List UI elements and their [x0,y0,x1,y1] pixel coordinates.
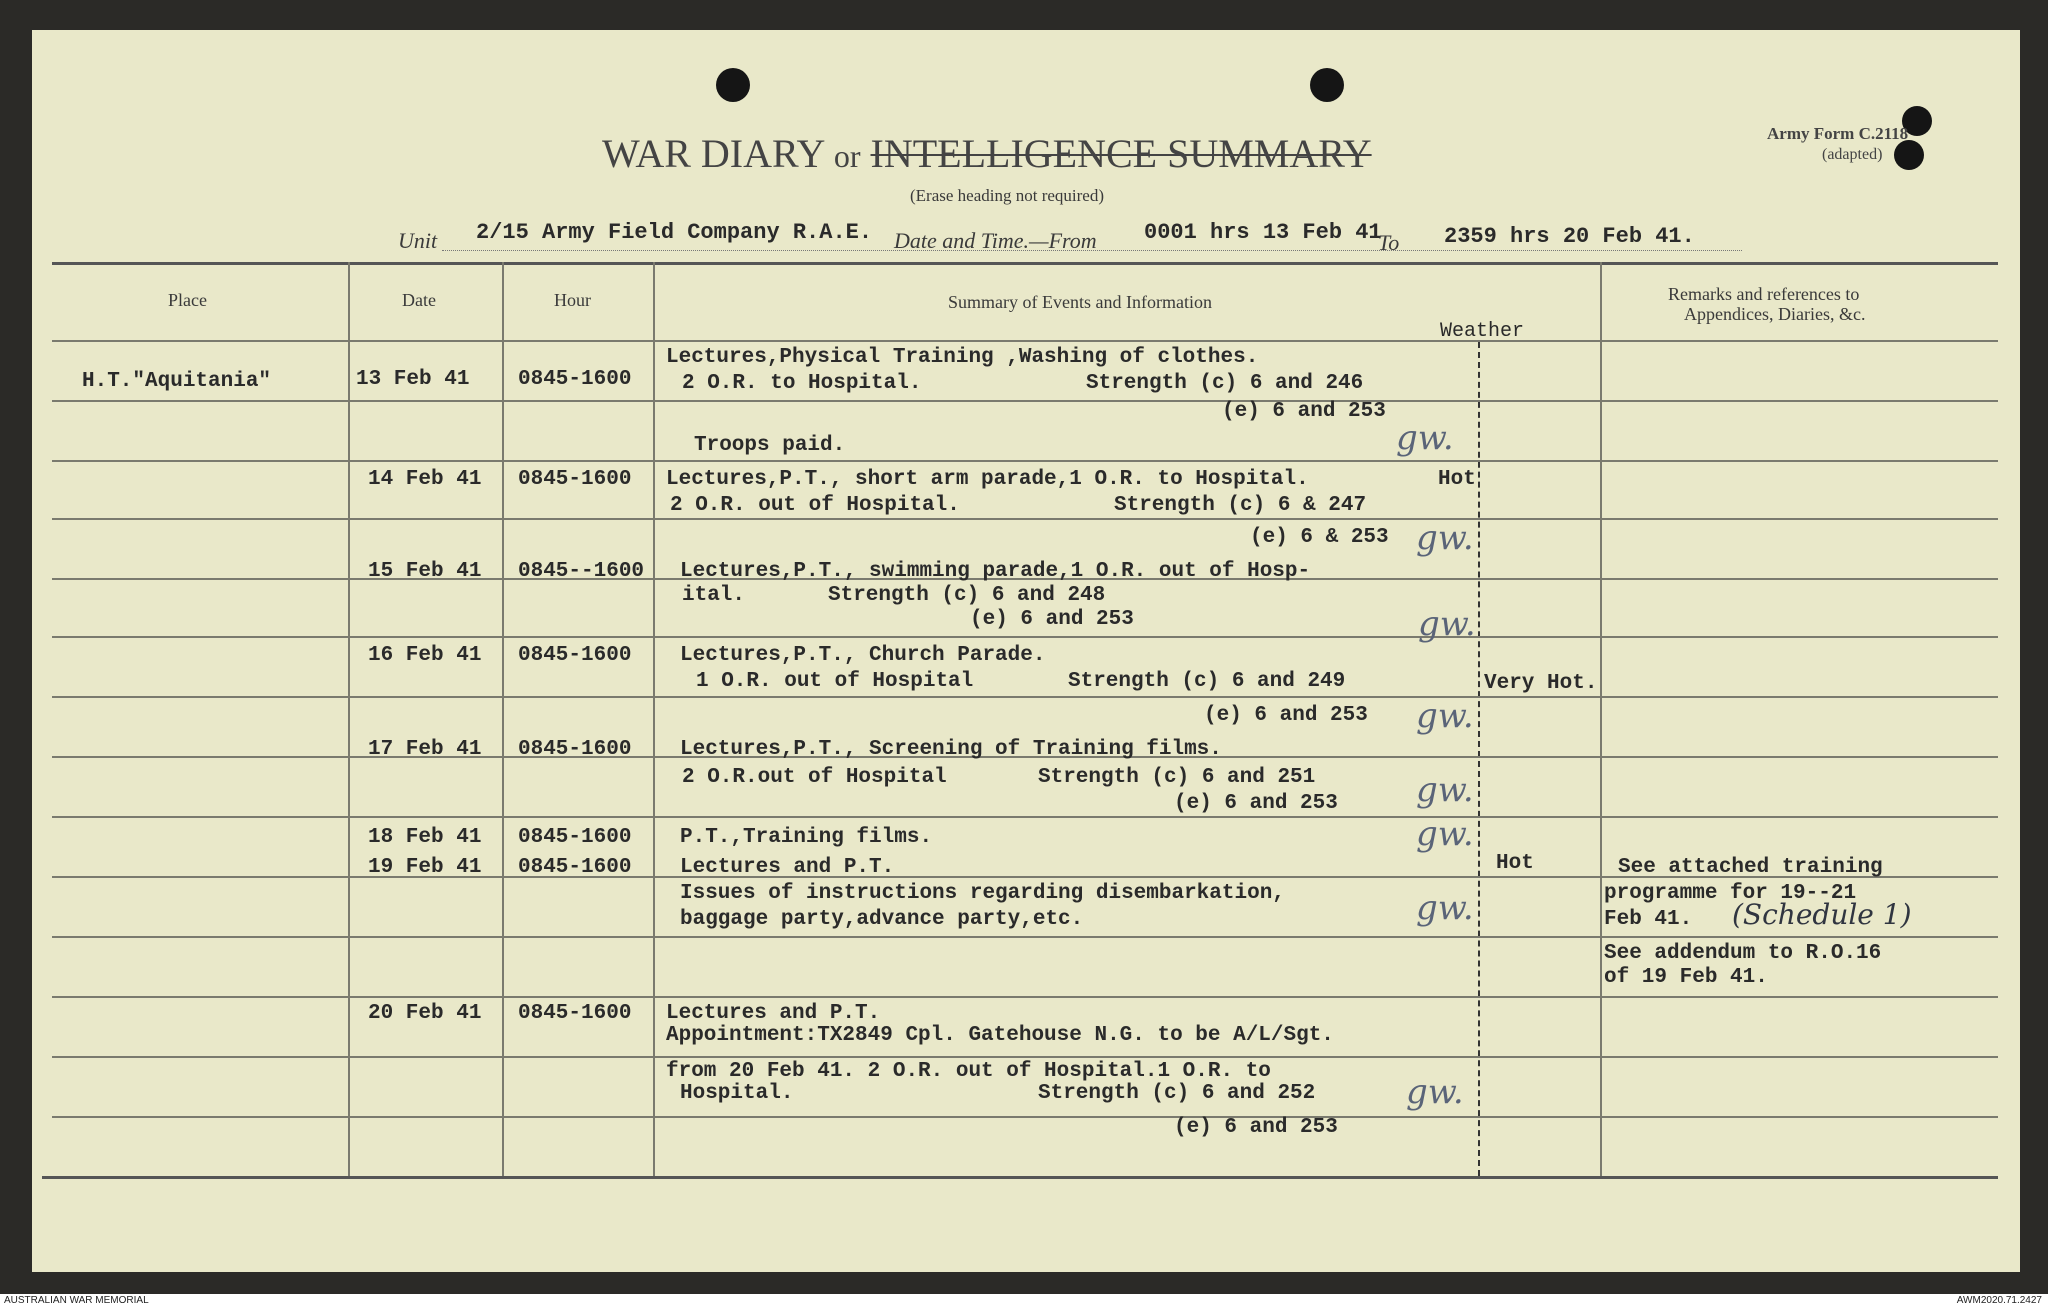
remark-handwritten-schedule: (Schedule 1) [1732,898,1912,931]
ruled-row-line [52,400,1998,402]
ruled-row-line [52,636,1998,638]
handwritten-initials: gw. [1418,604,1476,644]
summary-line: 2 O.R. out of Hospital. [670,494,960,517]
remark-line: Feb 41. [1604,908,1693,931]
punch-hole-left [716,68,750,102]
summary-line: (e) 6 and 253 [1174,792,1338,815]
summary-line: ital. [682,584,746,607]
entry-date: 18 Feb 41 [368,826,482,849]
title-intelligence-summary-struck: INTELLIGENCE SUMMARY [870,131,1372,176]
weather-hot-14: Hot [1438,468,1476,491]
ruled-row-line [52,1116,1998,1118]
remark-line: programme for 19--21 [1604,882,1857,905]
handwritten-initials: gw. [1416,696,1474,736]
erase-note: (Erase heading not required) [910,186,1104,205]
summary-line: Lectures and P.T. [666,1002,881,1025]
ruled-row-line [52,816,1998,818]
header-date: Date [402,290,436,310]
title-or: or [833,138,861,174]
header-remarks-line2: Appendices, Diaries, &c. [1684,304,1866,324]
summary-line: (e) 6 and 253 [970,608,1134,631]
archive-footer [0,1294,2048,1309]
summary-line: baggage party,advance party,etc. [680,908,1084,931]
diary-sheet [32,30,2020,1272]
adapted-label: (adapted) [1822,146,1883,163]
ruled-row-line [52,460,1998,462]
entry-hour: 0845-1600 [518,368,632,391]
to-label: To [1378,230,1400,255]
summary-line: (e) 6 and 253 [1204,704,1368,727]
entry-hour: 0845-1600 [518,1002,632,1025]
entry-hour: 0845-1600 [518,738,632,761]
entry-hour: 0845-1600 [518,826,632,849]
summary-line: Troops paid. [694,434,846,457]
place-value: H.T."Aquitania" [82,370,272,393]
summary-line: Hospital. [680,1082,794,1105]
unit-label: Unit [398,228,438,253]
table-bottom-border [42,1176,1998,1179]
weather-very-hot: Very Hot. [1484,672,1598,695]
summary-line: (e) 6 and 253 [1222,400,1386,423]
summary-line: Lectures,P.T., swimming parade,1 O.R. out of Hosp- [680,560,1311,583]
handwritten-initials: gw. [1416,814,1474,854]
summary-line: Strength (c) 6 & 247 [1114,494,1367,517]
punch-hole-right [1310,68,1344,102]
entry-date: 17 Feb 41 [368,738,482,761]
handwritten-initials: gw. [1406,1072,1464,1112]
punch-hole-corner-bottom [1894,140,1924,170]
summary-line: 2 O.R. to Hospital. [682,372,922,395]
summary-line: Lectures,P.T., short arm parade,1 O.R. to Hospital. [666,468,1309,491]
summary-line: 2 O.R.out of Hospital [682,766,947,789]
summary-line: Strength (c) 6 and 249 [1068,670,1346,693]
footer-right: AWM2020.71.2427 [1956,1295,2042,1306]
ruled-row-line [52,696,1998,698]
weather-hot-19: Hot [1496,852,1534,875]
header-remarks-line1: Remarks and references to [1668,284,1860,304]
entry-date: 13 Feb 41 [356,368,470,391]
ruled-row-line [52,996,1998,998]
handwritten-initials: gw. [1396,418,1454,458]
header-bottom-border [52,340,1998,342]
summary-line: Lectures,P.T., Screening of Training films. [680,738,1222,761]
date-time-from-label: Date and Time.—From [894,228,1097,253]
heading-war-diary [602,130,1372,177]
summary-line: Lectures,P.T., Church Parade. [680,644,1046,667]
summary-line: 1 O.R. out of Hospital [696,670,974,693]
remark-line: See addendum to R.O.16 [1604,942,1882,965]
summary-line: from 20 Feb 41. 2 O.R. out of Hospital.1 O.R. to [666,1060,1271,1083]
handwritten-initials: gw. [1416,518,1474,558]
weather-dashed-divider [1478,342,1480,1176]
summary-line: Issues of instructions regarding disembarkation, [680,882,1285,905]
ruled-row-line [52,1056,1998,1058]
summary-line: (e) 6 and 253 [1174,1116,1338,1139]
entry-date: 16 Feb 41 [368,644,482,667]
entry-date: 20 Feb 41 [368,1002,482,1025]
entry-hour: 0845-1600 [518,856,632,879]
entry-date: 19 Feb 41 [368,856,482,879]
summary-line: Appointment:TX2849 Cpl. Gatehouse N.G. to be A/L/Sgt. [666,1024,1334,1047]
to-value: 2359 hrs 20 Feb 41. [1444,224,1695,249]
header-weather: Weather [1440,320,1525,343]
remark-line: of 19 Feb 41. [1604,966,1768,989]
entry-date: 15 Feb 41 [368,560,482,583]
from-value: 0001 hrs 13 Feb 41 [1144,220,1382,245]
unit-value: 2/15 Army Field Company R.A.E. [476,220,873,245]
summary-line: Strength (c) 6 and 246 [1086,372,1364,395]
handwritten-initials: gw. [1416,888,1474,928]
footer-left: AUSTRALIAN WAR MEMORIAL [4,1295,149,1306]
summary-line: Lectures and P.T. [680,856,895,879]
ruled-row-line [52,936,1998,938]
handwritten-initials: gw. [1416,770,1474,810]
entry-hour: 0845--1600 [518,560,645,583]
ruled-row-line [52,518,1998,520]
entry-hour: 0845-1600 [518,468,632,491]
summary-line: Strength (c) 6 and 248 [828,584,1106,607]
summary-line: P.T.,Training films. [680,826,933,849]
entry-hour: 0845-1600 [518,644,632,667]
header-hour: Hour [554,290,591,310]
remark-line: See attached training [1618,856,1883,879]
entry-date: 14 Feb 41 [368,468,482,491]
summary-line: Lectures,Physical Training ,Washing of clothes. [666,346,1259,369]
summary-line: Strength (c) 6 and 252 [1038,1082,1316,1105]
header-place: Place [168,290,207,310]
table-top-border [52,262,1998,265]
summary-line: Strength (c) 6 and 251 [1038,766,1316,789]
title-war-diary: WAR DIARY [602,131,824,176]
summary-line: (e) 6 & 253 [1250,526,1389,549]
army-form-label: Army Form C.2118 [1767,124,1909,143]
header-summary: Summary of Events and Information [948,292,1212,312]
